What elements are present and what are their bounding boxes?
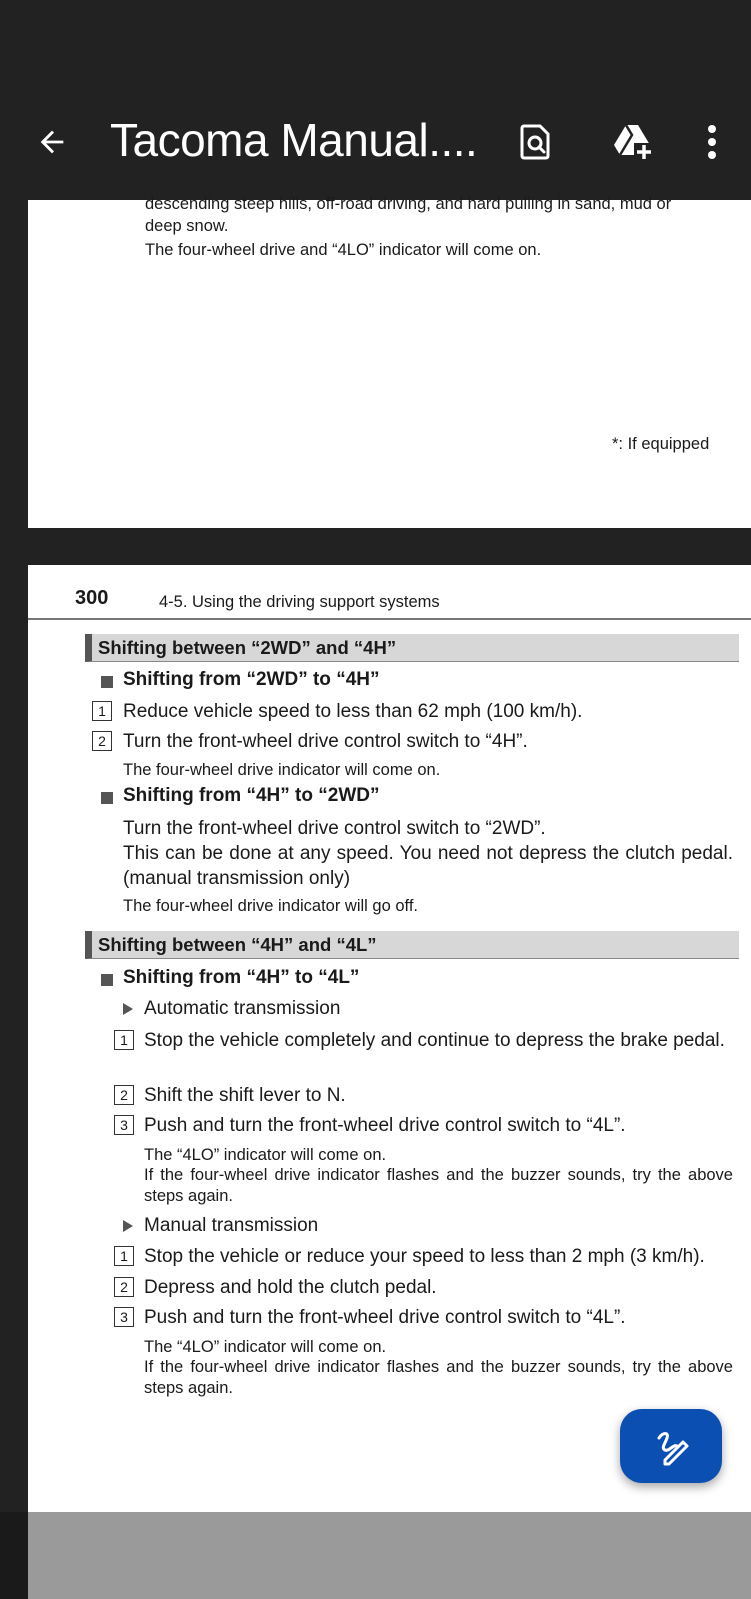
subheading: Shifting from “2WD” to “4H” bbox=[123, 669, 380, 690]
more-options-button[interactable] bbox=[688, 118, 736, 166]
step-text: Depress and hold the clutch pedal. bbox=[144, 1277, 437, 1298]
subheading: Shifting from “4H” to “4L” bbox=[123, 967, 360, 988]
add-to-drive-button[interactable] bbox=[610, 118, 658, 166]
section-heading: Shifting between “2WD” and “4H” bbox=[98, 637, 397, 658]
transmission-label: Automatic transmission bbox=[144, 998, 341, 1019]
step-text: Turn the front-wheel drive control switch to “4H”. bbox=[123, 731, 528, 752]
step-number: 3 bbox=[114, 1115, 134, 1135]
document-title: Tacoma Manual.... bbox=[110, 114, 478, 166]
note-text: If the four-wheel drive indicator flashes and the buzzer sounds, try the above steps again. bbox=[144, 1166, 733, 1205]
step-text: Shift the shift lever to N. bbox=[144, 1085, 346, 1106]
body-text: Turn the front-wheel drive control switch to “2WD”. bbox=[123, 818, 546, 839]
page-gap-edge bbox=[0, 1512, 28, 1599]
step-number: 2 bbox=[114, 1277, 134, 1297]
search-document-button[interactable] bbox=[512, 118, 560, 166]
drive-add-icon bbox=[612, 123, 656, 161]
triangle-bullet-icon bbox=[123, 1003, 133, 1015]
bullet-square bbox=[101, 974, 113, 986]
arrow-left-icon bbox=[35, 125, 69, 159]
pdf-page bbox=[28, 565, 751, 1512]
footnote: *: If equipped bbox=[612, 435, 710, 453]
pdf-page-partial bbox=[28, 195, 751, 528]
page-gap bbox=[28, 1512, 751, 1599]
bullet-square bbox=[101, 676, 113, 688]
edit-icon bbox=[651, 1426, 691, 1466]
back-button[interactable] bbox=[28, 118, 76, 166]
step-text: Reduce vehicle speed to less than 62 mph (100 km/h). bbox=[123, 701, 583, 722]
body-text: deep snow. bbox=[145, 217, 229, 235]
note-text: The four-wheel drive indicator will go off. bbox=[123, 897, 419, 915]
body-text: This can be done at any speed. You need not depress the clutch pedal. (manual transmission only) bbox=[123, 843, 733, 889]
triangle-bullet-icon bbox=[123, 1220, 133, 1232]
edit-fab-button[interactable] bbox=[620, 1409, 722, 1483]
note-text: If the four-wheel drive indicator flashes and the buzzer sounds, try the above steps again. bbox=[144, 1358, 733, 1397]
note-text: The “4LO” indicator will come on. bbox=[144, 1146, 387, 1164]
bullet-square bbox=[101, 792, 113, 804]
subheading: Shifting from “4H” to “2WD” bbox=[123, 785, 380, 806]
step-text: Push and turn the front-wheel drive control switch to “4L”. bbox=[144, 1115, 626, 1136]
section-heading: Shifting between “4H” and “4L” bbox=[98, 934, 377, 955]
step-number: 3 bbox=[114, 1307, 134, 1327]
body-text: The four-wheel drive and “4LO” indicator will come on. bbox=[145, 241, 542, 259]
app-bar bbox=[0, 0, 751, 200]
step-number: 2 bbox=[114, 1085, 134, 1105]
search-document-icon bbox=[519, 123, 553, 161]
step-number: 1 bbox=[114, 1246, 134, 1266]
chapter-header: 4-5. Using the driving support systems bbox=[159, 593, 440, 611]
section-heading-bar bbox=[85, 634, 739, 662]
section-heading-bar bbox=[85, 931, 739, 959]
step-text: Push and turn the front-wheel drive control switch to “4L”. bbox=[144, 1307, 626, 1328]
header-divider bbox=[28, 618, 751, 620]
note-text: The four-wheel drive indicator will come on. bbox=[123, 761, 441, 779]
note-text: The “4LO” indicator will come on. bbox=[144, 1338, 387, 1356]
step-text: Stop the vehicle or reduce your speed to less than 2 mph (3 km/h). bbox=[144, 1246, 705, 1267]
page-number: 300 bbox=[75, 587, 109, 609]
transmission-label: Manual transmission bbox=[144, 1215, 319, 1236]
step-number: 2 bbox=[92, 731, 112, 751]
step-number: 1 bbox=[114, 1030, 134, 1050]
step-text: Stop the vehicle completely and continue to depress the brake pedal. bbox=[144, 1030, 725, 1051]
body-text: descending steep hills, off-road driving, and hard pulling in sand, mud or bbox=[145, 195, 672, 213]
more-vert-icon bbox=[706, 124, 718, 160]
step-number: 1 bbox=[92, 701, 112, 721]
